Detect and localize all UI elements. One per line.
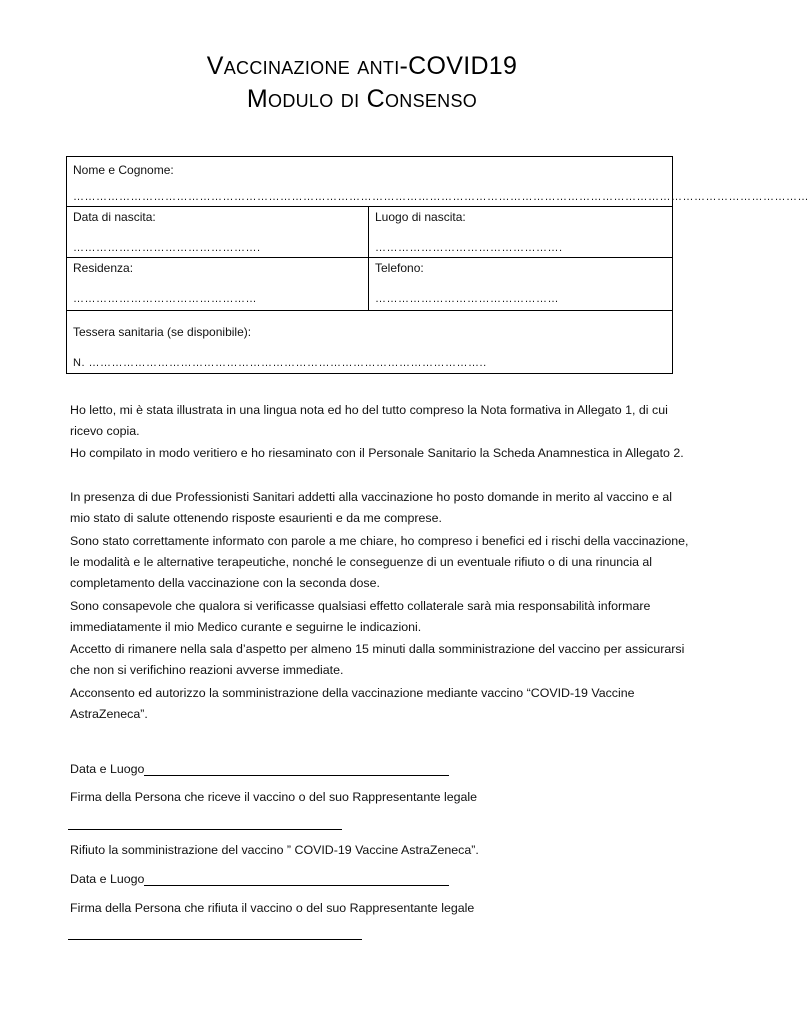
data-luogo-label-2: Data e Luogo <box>70 872 145 886</box>
data-nascita-field[interactable]: …………………………………………. <box>73 242 261 254</box>
data-nascita-label: Data di nascita: <box>73 210 156 224</box>
data-luogo-line-2[interactable] <box>144 885 449 886</box>
paragraph: Ho compilato in modo veritiero e ho riesaminato con il Personale Sanitario la Scheda Anamnestica in Allegato 2. <box>70 446 684 460</box>
column-divider <box>368 206 369 310</box>
nome-field[interactable]: ………………………………………………………………………………………………………………………………………………………………………… <box>73 191 809 203</box>
paragraph: Sono stato correttamente informato con parole a me chiare, ho compreso i benefici ed i rischi della vaccinazione, le modalità e le alternative terapeutiche, nonché le conseguenze di un eventuale rifiuto o di una rinuncia al completamento della vaccinazione con la seconda dose. <box>70 534 689 590</box>
row-divider <box>67 310 672 311</box>
residenza-label: Residenza: <box>73 261 134 275</box>
paragraph: Accetto di rimanere nella sala d’aspetto per almeno 15 minuti dalla somministrazione del vaccino per assicurarsi che non si verifichino reazioni avverse immediate. <box>70 642 685 677</box>
row-divider <box>67 257 672 258</box>
personal-data-table <box>66 156 809 374</box>
paragraph: Sono consapevole che qualora si verificasse qualsiasi effetto collaterale sarà mia responsabilità informare immediatamente il mio Medico curante e seguirne le indicazioni. <box>70 599 651 634</box>
document-subtitle <box>0 85 724 114</box>
data-luogo-label: Data e Luogo <box>70 762 145 776</box>
firma-rifiuto-label: Firma della Persona che rifiuta il vaccino o del suo Rappresentante legale <box>70 901 475 915</box>
paragraph: In presenza di due Professionisti Sanitari addetti alla vaccinazione ho posto domande in merito al vaccino e al mio stato di salute ottenendo risposte esaurienti e da me comprese. <box>70 490 672 525</box>
title-line-2: Modulo di Consenso <box>246 85 478 113</box>
tessera-label: Tessera sanitaria (se disponibile): <box>73 325 252 339</box>
telefono-label: Telefono: <box>375 261 424 275</box>
firma-ricevente-line[interactable] <box>68 829 342 830</box>
tessera-field[interactable]: N. ………………………………………………………………………………………….. <box>73 357 487 369</box>
luogo-nascita-field[interactable]: …………………………………………. <box>375 242 563 254</box>
luogo-nascita-label: Luogo di nascita: <box>375 210 466 224</box>
row-divider <box>67 206 672 207</box>
firma-ricevente-label: Firma della Persona che riceve il vaccino o del suo Rappresentante legale <box>70 790 478 804</box>
document-title <box>0 52 724 81</box>
residenza-field[interactable]: ………………………………………… <box>73 293 257 305</box>
paragraph: Acconsento ed autorizzo la somministrazione della vaccinazione mediante vaccino “COVID-19 Vaccine AstraZeneca”. <box>70 686 635 721</box>
title-line-1: Vaccinazione anti-COVID19 <box>206 52 518 80</box>
nome-label: Nome e Cognome: <box>73 163 174 177</box>
telefono-field[interactable]: ………………………………………… <box>375 293 559 305</box>
firma-rifiuto-line[interactable] <box>68 939 362 940</box>
data-luogo-line[interactable] <box>144 775 449 776</box>
paragraph: Ho letto, mi è stata illustrata in una lingua nota ed ho del tutto compreso la Nota formativa in Allegato 1, di cui ricevo copia. <box>70 403 668 438</box>
rifiuto-statement: Rifiuto la somministrazione del vaccino ” COVID-19 Vaccine AstraZeneca”. <box>70 843 479 857</box>
